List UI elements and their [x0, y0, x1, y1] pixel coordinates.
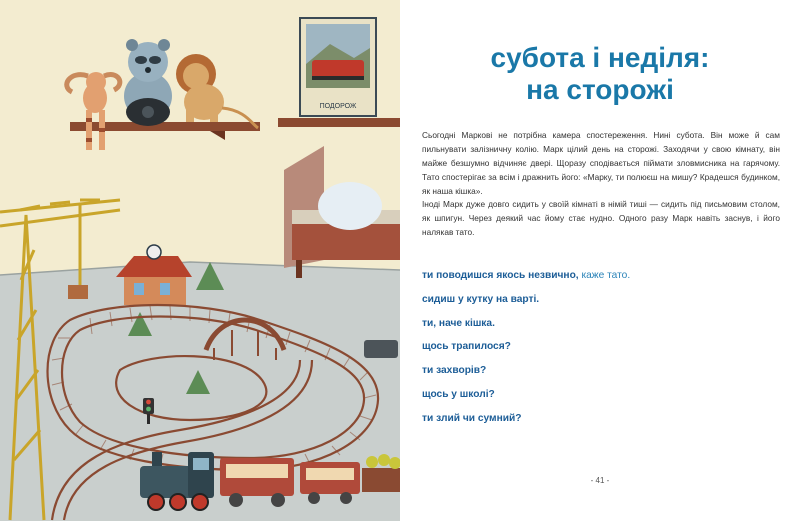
- speaker-tag: каже тато.: [578, 270, 631, 281]
- travel-poster: [300, 18, 376, 116]
- dialogue-line: [422, 365, 630, 389]
- text-page: [400, 0, 800, 521]
- right-shelf: [278, 118, 400, 127]
- dialogue-text: ти поводишся якось незвично,: [422, 270, 579, 281]
- dialogue-line: [422, 341, 630, 365]
- dialogue-text: ти злий чи сумний?: [422, 412, 522, 424]
- paragraph-1: Сьогодні Маркові не потрібна камера спостереження. Нині субота. Він може й сам пильнувати залізничну колію. Марк цілий день на сторожі. Заходячи у свою кімнату, він майже безшумно відчиняє двері. Щоразу сподівається піймати зловмисника на гарячому. Тато спостерігає за всім і дражнить його: «Марку, ти полюєш на мишу? Крадешся будинком, як наша кішка».: [422, 130, 780, 196]
- dialogue-line: [422, 413, 630, 437]
- raccoon-toy: [124, 39, 172, 126]
- poster-label: ПОДОРОЖ: [319, 103, 357, 110]
- dialogue-text: ти захворів?: [422, 365, 487, 377]
- page-number: - 41 -: [590, 476, 610, 485]
- remote-control: [364, 340, 398, 358]
- dialogue-list: [422, 270, 630, 437]
- crane-crate: [68, 285, 88, 299]
- page-title-line-1: субота і неділя:: [490, 42, 710, 73]
- dialogue-line: [422, 270, 630, 294]
- page-title-line-2: на сторожі: [526, 74, 674, 105]
- dialogue-line: [422, 318, 630, 342]
- dialogue-text: щось у школі?: [422, 388, 495, 400]
- paragraph-2: Іноді Марк дуже довго сидить у своїй кімнаті в німій тиші — сидить під письмовим столом, як шпигун. Через деякий час йому стає нудно. Одного разу Марк навіть заснув, і його налякав тато.: [422, 199, 780, 237]
- dialogue-text: ти, наче кішка.: [422, 317, 495, 329]
- dialogue-text: сидиш у кутку на варті.: [422, 293, 540, 305]
- dialogue-line: [422, 389, 630, 413]
- cargo-wagon: [362, 454, 400, 492]
- dialogue-line: [422, 294, 630, 318]
- dialogue-text: щось трапилося?: [422, 341, 511, 353]
